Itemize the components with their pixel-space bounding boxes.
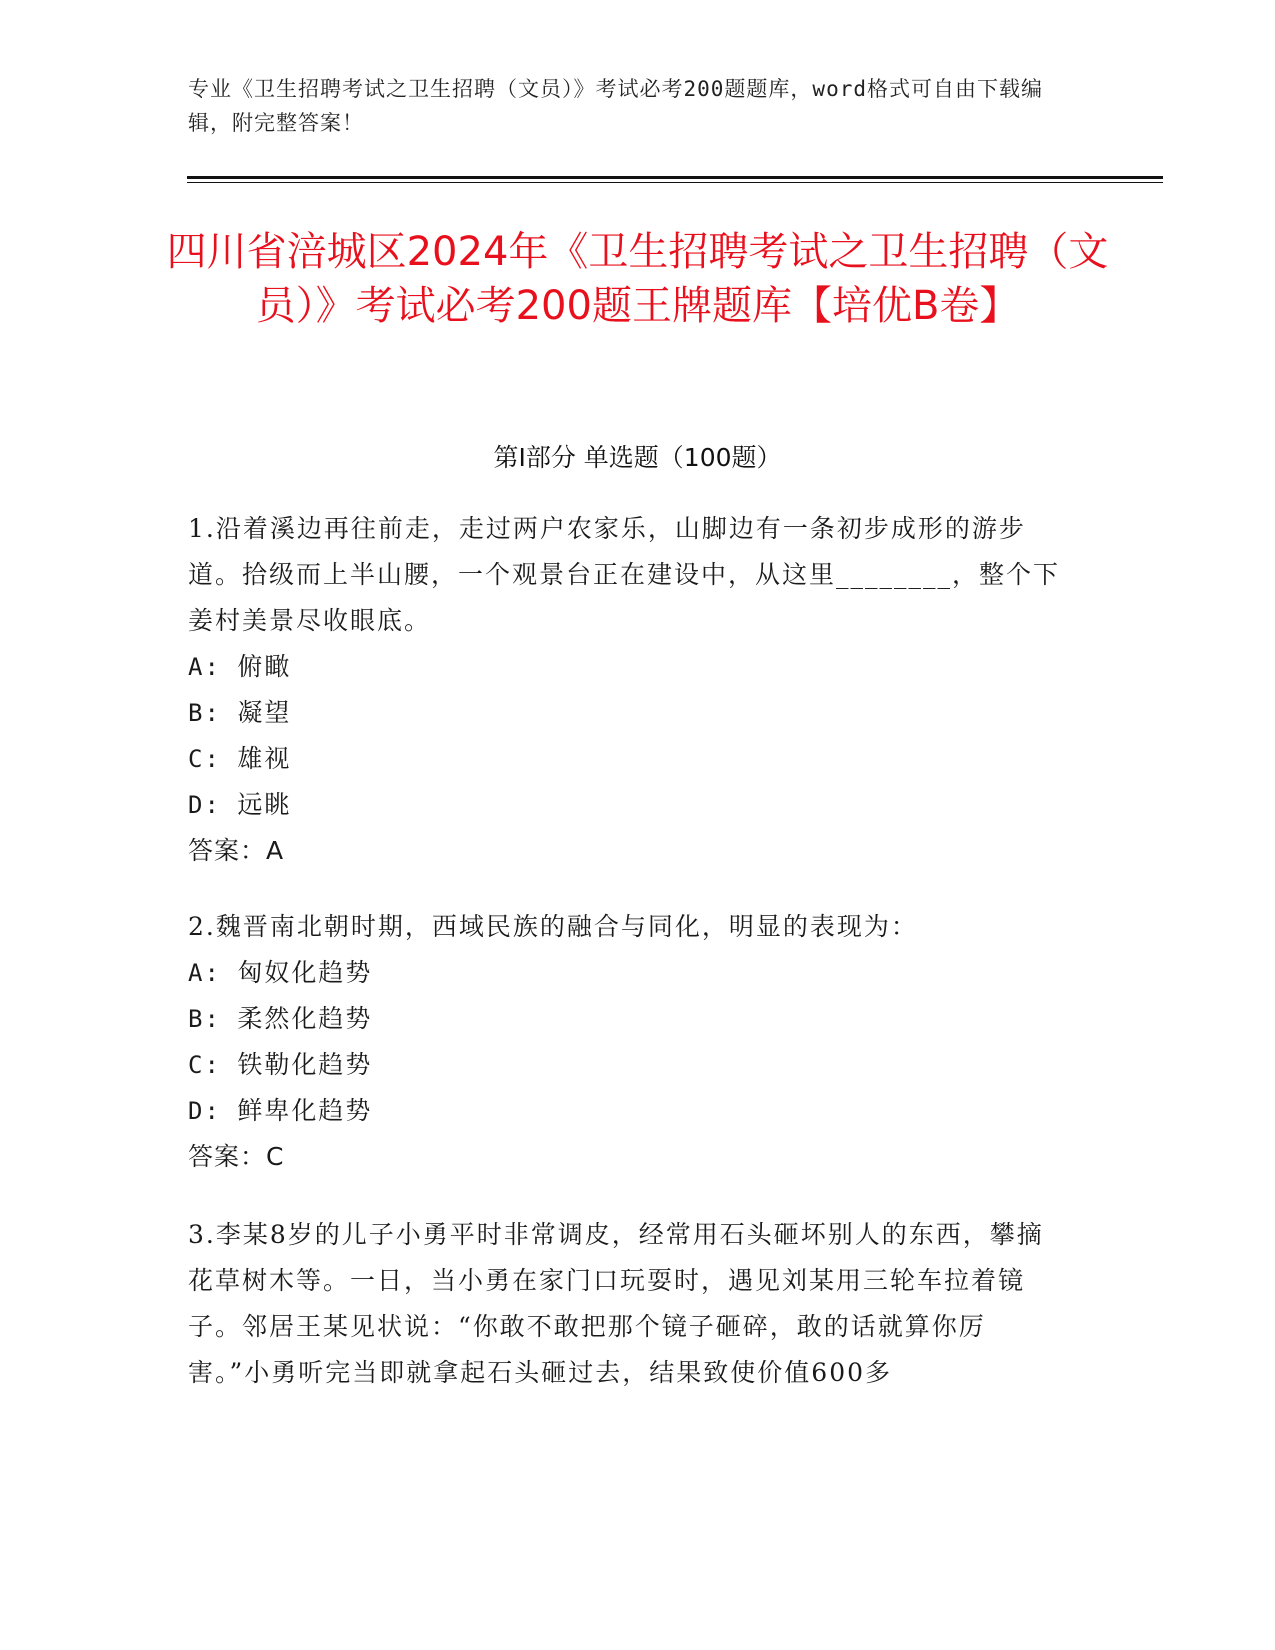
option-a [188,644,1068,690]
option-letter: A: [188,653,221,681]
document-title: 四川省涪城区2024年《卫生招聘考试之卫生招聘（文员）》考试必考200题王牌题库【培优B卷】 [166,229,1109,329]
option-c [188,736,1068,782]
option-b [188,996,1068,1042]
option-text: 俯瞰 [237,652,292,681]
option-letter: B: [188,1005,221,1033]
option-d [188,782,1068,828]
question-3 [188,1212,1068,1396]
option-d [188,1088,1068,1134]
section-heading: 第Ⅰ部分 单选题（100题） [493,443,782,472]
option-text: 匈奴化趋势 [237,958,373,987]
option-letter: D: [188,791,221,819]
option-text: 铁勒化趋势 [237,1050,373,1079]
option-text: 鲜卑化趋势 [237,1096,373,1125]
option-a [188,950,1068,996]
question-2 [188,904,1068,1180]
answer-line: 答案：C [188,1142,285,1171]
option-letter: B: [188,699,221,727]
option-letter: A: [188,959,221,987]
option-letter: D: [188,1097,221,1125]
option-text: 雄视 [237,744,292,773]
option-text: 远眺 [237,790,292,819]
header-divider-thick [187,176,1163,179]
option-b [188,690,1068,736]
question-stem: 2.魏晋南北朝时期，西域民族的融合与同化，明显的表现为： [188,912,918,941]
option-text: 柔然化趋势 [237,1004,373,1033]
question-stem: 1.沿着溪边再往前走，走过两户农家乐，山脚边有一条初步成形的游步道。拾级而上半山腰，一个观景台正在建设中，从这里________，整个下姜村美景尽收眼底。 [188,514,1061,635]
question-1 [188,506,1068,874]
option-letter: C: [188,1051,221,1079]
option-text: 凝望 [237,698,292,727]
question-stem: 3.李某8岁的儿子小勇平时非常调皮，经常用石头砸坏别人的东西，攀摘花草树木等。一日，当小勇在家门口玩耍时，遇见刘某用三轮车拉着镜子。邻居王某见状说：“你敢不敢把那个镜子砸碎，敢的话就算你厉害。”小勇听完当即就拿起石头砸过去，结果致使价值600多 [188,1220,1044,1387]
header-divider-thin [187,182,1163,183]
option-letter: C: [188,745,221,773]
answer-line: 答案：A [188,836,285,865]
option-c [188,1042,1068,1088]
header-note: 专业《卫生招聘考试之卫生招聘（文员）》考试必考200题题库，word格式可自由下载编辑，附完整答案！ [188,77,1043,135]
